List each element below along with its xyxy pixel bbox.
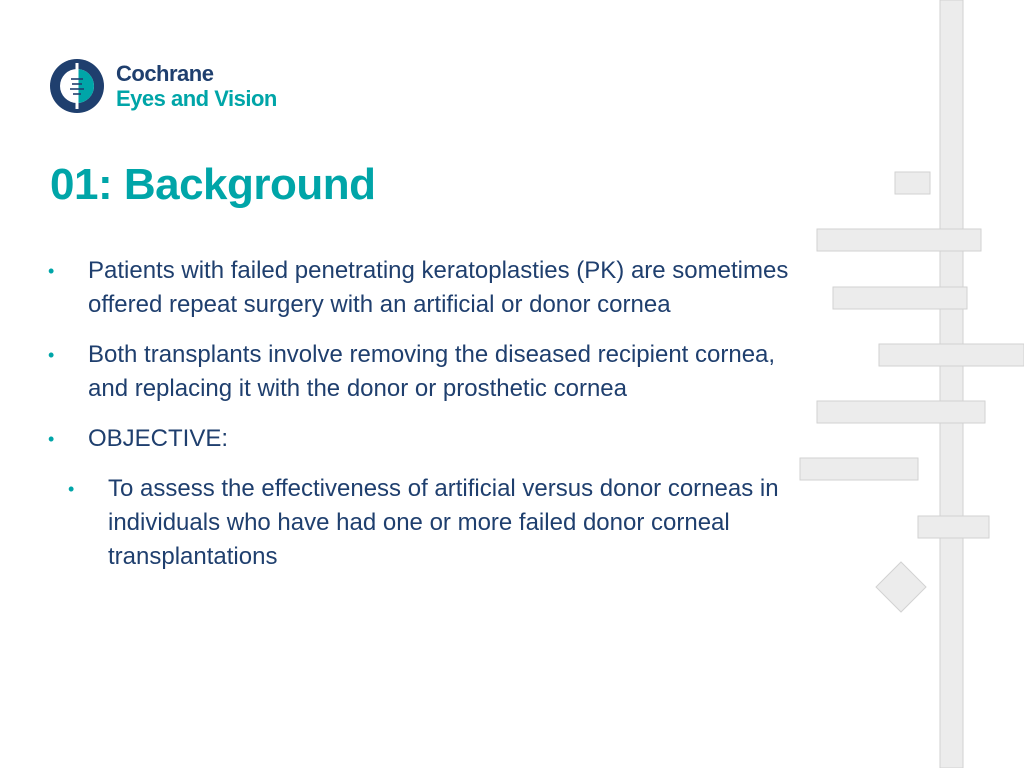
slide-title: 01: Background [50,160,376,209]
bullet-dot-icon: • [68,479,75,499]
cochrane-logo [48,57,277,115]
bullet-item [48,338,808,406]
bullet-text: To assess the effectiveness of artificial versus donor corneas in individuals who have had one or more failed donor corneal transplantations [108,475,779,570]
bullet-item [48,254,808,322]
bullet-text: Both transplants involve removing the diseased recipient cornea, and replacing it with the donor or prosthetic cornea [88,341,776,402]
logo-line-cochrane: Cochrane [116,60,214,86]
bullet-dot-icon: • [48,345,55,365]
bullet-text: Patients with failed penetrating keratoplasties (PK) are sometimes offered repeat surgery with an artificial or donor cornea [88,257,789,318]
bullet-list [48,254,808,590]
bullet-item [48,422,808,456]
sub-bullet-item [48,472,808,574]
cochrane-logo-icon [48,57,106,115]
bullet-dot-icon: • [48,261,55,281]
bullet-text: OBJECTIVE: [88,425,229,452]
logo-line-eyes-and-vision: Eyes and Vision [116,85,277,111]
bullet-dot-icon: • [48,429,55,449]
